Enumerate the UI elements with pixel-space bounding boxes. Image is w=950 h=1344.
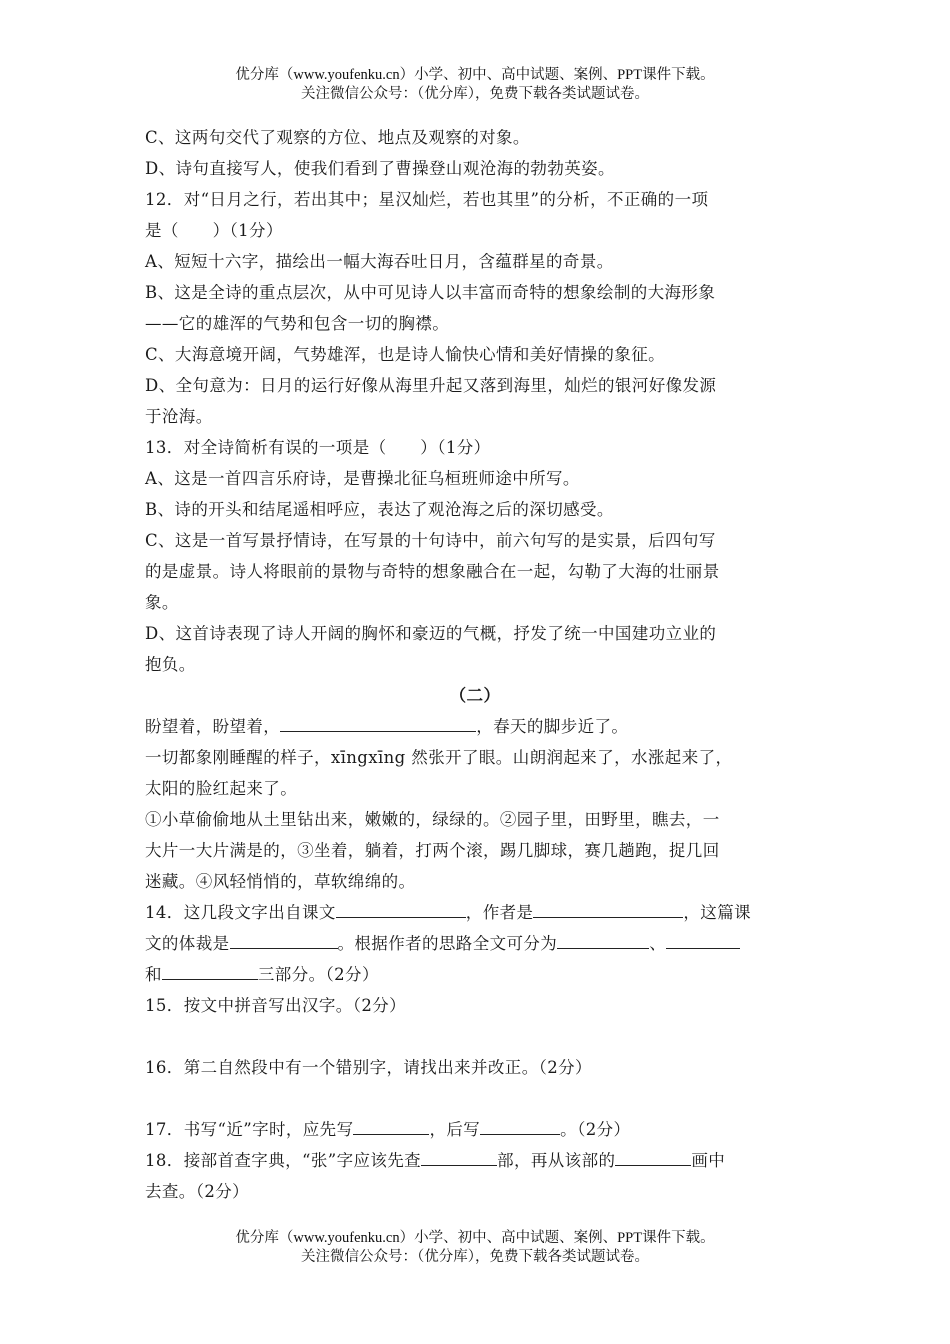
q18-blank-radical[interactable] <box>421 1147 497 1166</box>
passage-blank[interactable] <box>280 713 476 732</box>
footer-line-1: 优分库（www.youfenku.cn）小学、初中、高中试题、案例、PPT课件下载。 <box>235 1230 715 1246</box>
q18-line-1 <box>145 1145 805 1176</box>
q14-line-2 <box>145 928 805 959</box>
q11-option-d: D、诗句直接写人，使我们看到了曹操登山观沧海的勃勃英姿。 <box>145 159 615 178</box>
q14-text-f: 、 <box>649 934 667 953</box>
q13-option-a: A、这是一首四言乐府诗，是曹操北征乌桓班师途中所写。 <box>145 469 580 488</box>
q14-text-e: 。根据作者的思路全文可分为 <box>337 934 558 953</box>
q14-blank-genre[interactable] <box>230 930 338 949</box>
q14-text-d: 文的体裁是 <box>145 934 230 953</box>
q17-blank-first[interactable] <box>353 1116 429 1135</box>
q13-option-c-line-1: C、这是一首写景抒情诗，在写景的十句诗中，前六句写的是实景，后四句写 <box>145 531 716 550</box>
page-footer <box>0 1229 950 1267</box>
section-title: （二） <box>449 686 501 705</box>
q14-line-1 <box>145 897 805 928</box>
q18-text-b: 部，再从该部的 <box>497 1151 616 1170</box>
q17-blank-second[interactable] <box>480 1116 560 1135</box>
header-line-2: 关注微信公众号：（优分库），免费下载各类试题试卷。 <box>301 86 649 102</box>
passage-p3-line-2: 大片一大片满是的，③坐着，躺着，打两个滚，踢几脚球，赛几趟跑，捉几回 <box>145 841 720 860</box>
footer-line-2: 关注微信公众号：（优分库），免费下载各类试题试卷。 <box>301 1249 649 1265</box>
q18-blank-strokes[interactable] <box>615 1147 691 1166</box>
q14-blank-part-1[interactable] <box>557 930 649 949</box>
q13-stem: 13．对全诗简析有误的一项是（ ）（1分） <box>145 438 491 457</box>
q13-option-c-line-3: 象。 <box>145 593 179 612</box>
q14-blank-part-3[interactable] <box>162 961 258 980</box>
q12-option-b-line-1: B、这是全诗的重点层次，从中可见诗人以丰富而奇特的想象绘制的大海形象 <box>145 283 716 302</box>
passage-p1-start: 盼望着，盼望着， <box>145 717 281 736</box>
q17-text-b: ，后写 <box>429 1120 481 1139</box>
exam-content <box>145 122 805 1207</box>
header-line-1: 优分库（www.youfenku.cn）小学、初中、高中试题、案例、PPT课件下载。 <box>235 67 715 83</box>
answer-space <box>145 1083 805 1114</box>
q13-option-d-line-1: D、这首诗表现了诗人开阔的胸怀和豪迈的气概，抒发了统一中国建功立业的 <box>145 624 717 643</box>
q15: 15．按文中拼音写出汉字。（2分） <box>145 996 407 1015</box>
q17-text-c: 。（2分） <box>560 1120 631 1139</box>
passage-p2-line-1: 一切都象刚睡醒的样子，xīngxīng 然张开了眼。山朗润起来了，水涨起来了， <box>145 748 733 767</box>
q12-stem-line-2: 是（ ）（1分） <box>145 221 283 240</box>
q12-option-c: C、大海意境开阔，气势雄浑，也是诗人愉快心情和美好情操的象征。 <box>145 345 666 364</box>
q16: 16．第二自然段中有一个错别字，请找出来并改正。（2分） <box>145 1058 592 1077</box>
q13-option-d-line-2: 抱负。 <box>145 655 196 674</box>
passage-p3-line-3: 迷藏。④风轻悄悄的，草软绵绵的。 <box>145 872 416 891</box>
q18-text-a: 18．接部首查字典，“张”字应该先查 <box>145 1151 422 1170</box>
q14-text-h: 三部分。（2分） <box>257 965 379 984</box>
passage-paragraph-1 <box>145 711 805 742</box>
q14-blank-part-2[interactable] <box>666 930 740 949</box>
passage-p2-line-2: 太阳的脸红起来了。 <box>145 779 298 798</box>
q14-text-g: 和 <box>145 965 162 984</box>
passage-p1-end: ，春天的脚步近了。 <box>476 717 629 736</box>
q18-line-2: 去查。（2分） <box>145 1182 250 1201</box>
q12-option-b-line-2: ——它的雄浑的气势和包含一切的胸襟。 <box>145 314 450 333</box>
q14-blank-title[interactable] <box>336 899 466 918</box>
passage-p3-line-1: ①小草偷偷地从土里钻出来，嫩嫩的，绿绿的。②园子里，田野里，瞧去，一 <box>145 810 720 829</box>
q18-text-c: 画中 <box>691 1151 726 1170</box>
q14-line-3 <box>145 959 805 990</box>
q11-option-c: C、这两句交代了观察的方位、地点及观察的对象。 <box>145 128 530 147</box>
q17 <box>145 1114 805 1145</box>
q13-option-b: B、诗的开头和结尾遥相呼应，表达了观沧海之后的深切感受。 <box>145 500 614 519</box>
q12-option-d-line-2: 于沧海。 <box>145 407 213 426</box>
q12-stem-line-1: 12．对“日月之行，若出其中；星汉灿烂，若也其里”的分析，不正确的一项 <box>145 190 709 209</box>
q17-text-a: 17．书写“近”字时，应先写 <box>145 1120 354 1139</box>
answer-space <box>145 1021 805 1052</box>
q14-blank-author[interactable] <box>533 899 683 918</box>
page-header <box>0 66 950 104</box>
q12-option-a: A、短短十六字，描绘出一幅大海吞吐日月，含蕴群星的奇景。 <box>145 252 614 271</box>
q14-text-b: ，作者是 <box>465 903 534 922</box>
q13-option-c-line-2: 的是虚景。诗人将眼前的景物与奇特的想象融合在一起，勾勒了大海的壮丽景 <box>145 562 720 581</box>
q14-text-c: ，这篇课 <box>683 903 752 922</box>
q14-text-a: 14．这几段文字出自课文 <box>145 903 336 922</box>
q12-option-d-line-1: D、全句意为：日月的运行好像从海里升起又落到海里，灿烂的银河好像发源 <box>145 376 717 395</box>
